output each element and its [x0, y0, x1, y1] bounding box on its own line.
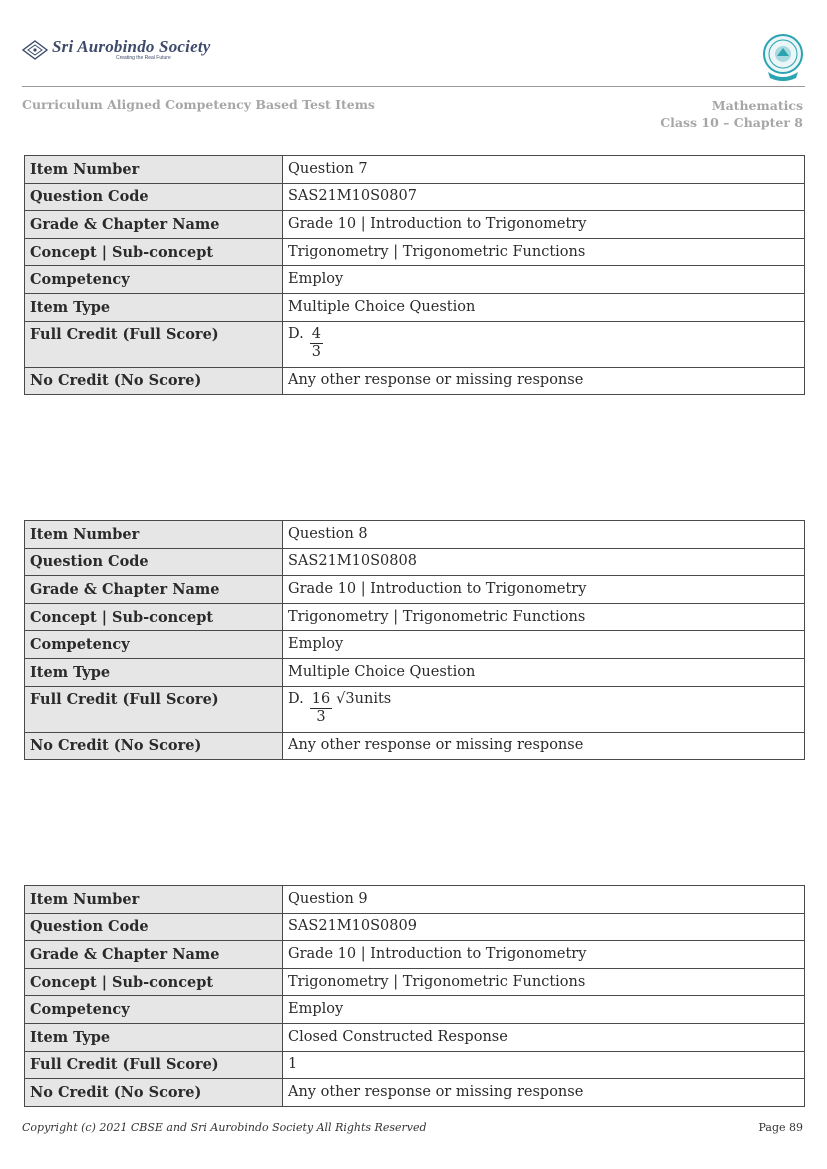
row-value: Trigonometry | Trigonometric Functions [283, 238, 805, 266]
answer-option: D. [288, 325, 304, 342]
answer-fraction [310, 326, 323, 361]
table-row [25, 266, 805, 294]
fraction-denominator: 3 [316, 708, 326, 725]
table-row [25, 886, 805, 914]
row-value: Question 7 [283, 156, 805, 184]
item-table-question-7 [24, 155, 805, 395]
fraction-numerator: 4 [311, 325, 321, 342]
row-value: Employ [283, 996, 805, 1024]
row-label: Item Type [25, 658, 283, 686]
page-number: Page 89 [758, 1121, 803, 1134]
row-value: Trigonometry | Trigonometric Functions [283, 968, 805, 996]
row-label: Concept | Sub-concept [25, 603, 283, 631]
subject-info [660, 97, 803, 131]
row-label: Item Type [25, 1023, 283, 1051]
row-value: Trigonometry | Trigonometric Functions [283, 603, 805, 631]
row-value: Grade 10 | Introduction to Trigonometry [283, 941, 805, 969]
row-value: Any other response or missing response [283, 367, 805, 395]
row-value: Employ [283, 266, 805, 294]
table-row [25, 603, 805, 631]
row-label: Question Code [25, 548, 283, 576]
fraction-denominator: 3 [311, 343, 321, 360]
row-label: Question Code [25, 913, 283, 941]
row-value: Grade 10 | Introduction to Trigonometry [283, 211, 805, 239]
row-value [283, 686, 805, 732]
row-label: Item Number [25, 886, 283, 914]
row-label: No Credit (No Score) [25, 367, 283, 395]
item-table-question-8 [24, 520, 805, 760]
table-row [25, 732, 805, 760]
table-row [25, 238, 805, 266]
row-label: Full Credit (Full Score) [25, 321, 283, 367]
table-row [25, 1051, 805, 1079]
table-row [25, 941, 805, 969]
answer-fraction [310, 691, 332, 726]
row-value: SAS21M10S0807 [283, 183, 805, 211]
row-label: Grade & Chapter Name [25, 211, 283, 239]
header-divider [22, 86, 805, 87]
row-label: No Credit (No Score) [25, 1079, 283, 1107]
row-label: Item Number [25, 156, 283, 184]
table-row [25, 548, 805, 576]
table-row [25, 521, 805, 549]
answer-suffix: √3units [336, 690, 392, 707]
table-row [25, 1023, 805, 1051]
row-value: 1 [283, 1051, 805, 1079]
row-value: Multiple Choice Question [283, 293, 805, 321]
table-row [25, 156, 805, 184]
table-row [25, 183, 805, 211]
table-row [25, 1079, 805, 1107]
cbse-seal-icon [760, 32, 806, 84]
row-value: Question 8 [283, 521, 805, 549]
table-row [25, 576, 805, 604]
row-label: Item Number [25, 521, 283, 549]
row-value: Any other response or missing response [283, 732, 805, 760]
table-row [25, 631, 805, 659]
copyright-notice: Copyright (c) 2021 CBSE and Sri Aurobindo Society All Rights Reserved [22, 1121, 427, 1134]
brand-tagline: Creating the Real Future [116, 55, 171, 61]
row-label: Question Code [25, 183, 283, 211]
row-value: Multiple Choice Question [283, 658, 805, 686]
row-label: Concept | Sub-concept [25, 238, 283, 266]
class-chapter-label: Class 10 – Chapter 8 [660, 115, 803, 130]
row-value: Question 9 [283, 886, 805, 914]
row-label: Competency [25, 631, 283, 659]
row-label: Competency [25, 266, 283, 294]
row-value: Closed Constructed Response [283, 1023, 805, 1051]
table-row [25, 367, 805, 395]
row-label: Grade & Chapter Name [25, 576, 283, 604]
row-value [283, 321, 805, 367]
row-label: Concept | Sub-concept [25, 968, 283, 996]
row-value: SAS21M10S0808 [283, 548, 805, 576]
row-label: Competency [25, 996, 283, 1024]
sri-aurobindo-society-logo [22, 38, 211, 61]
row-value: SAS21M10S0809 [283, 913, 805, 941]
fraction-numerator: 16 [311, 690, 331, 707]
row-value: Any other response or missing response [283, 1079, 805, 1107]
row-value: Employ [283, 631, 805, 659]
item-table-question-9 [24, 885, 805, 1107]
row-value: Grade 10 | Introduction to Trigonometry [283, 576, 805, 604]
table-row [25, 968, 805, 996]
table-row [25, 293, 805, 321]
table-row [25, 686, 805, 732]
row-label: No Credit (No Score) [25, 732, 283, 760]
table-row [25, 913, 805, 941]
row-label: Grade & Chapter Name [25, 941, 283, 969]
row-label: Item Type [25, 293, 283, 321]
row-label: Full Credit (Full Score) [25, 686, 283, 732]
subject-label: Mathematics [711, 98, 803, 113]
row-label: Full Credit (Full Score) [25, 1051, 283, 1079]
table-row [25, 658, 805, 686]
table-row [25, 321, 805, 367]
answer-option: D. [288, 690, 304, 707]
document-title: Curriculum Aligned Competency Based Test Items [22, 97, 375, 112]
table-row [25, 211, 805, 239]
brand-name: Sri Aurobindo Society [52, 37, 211, 56]
society-emblem-icon [22, 40, 48, 60]
table-row [25, 996, 805, 1024]
